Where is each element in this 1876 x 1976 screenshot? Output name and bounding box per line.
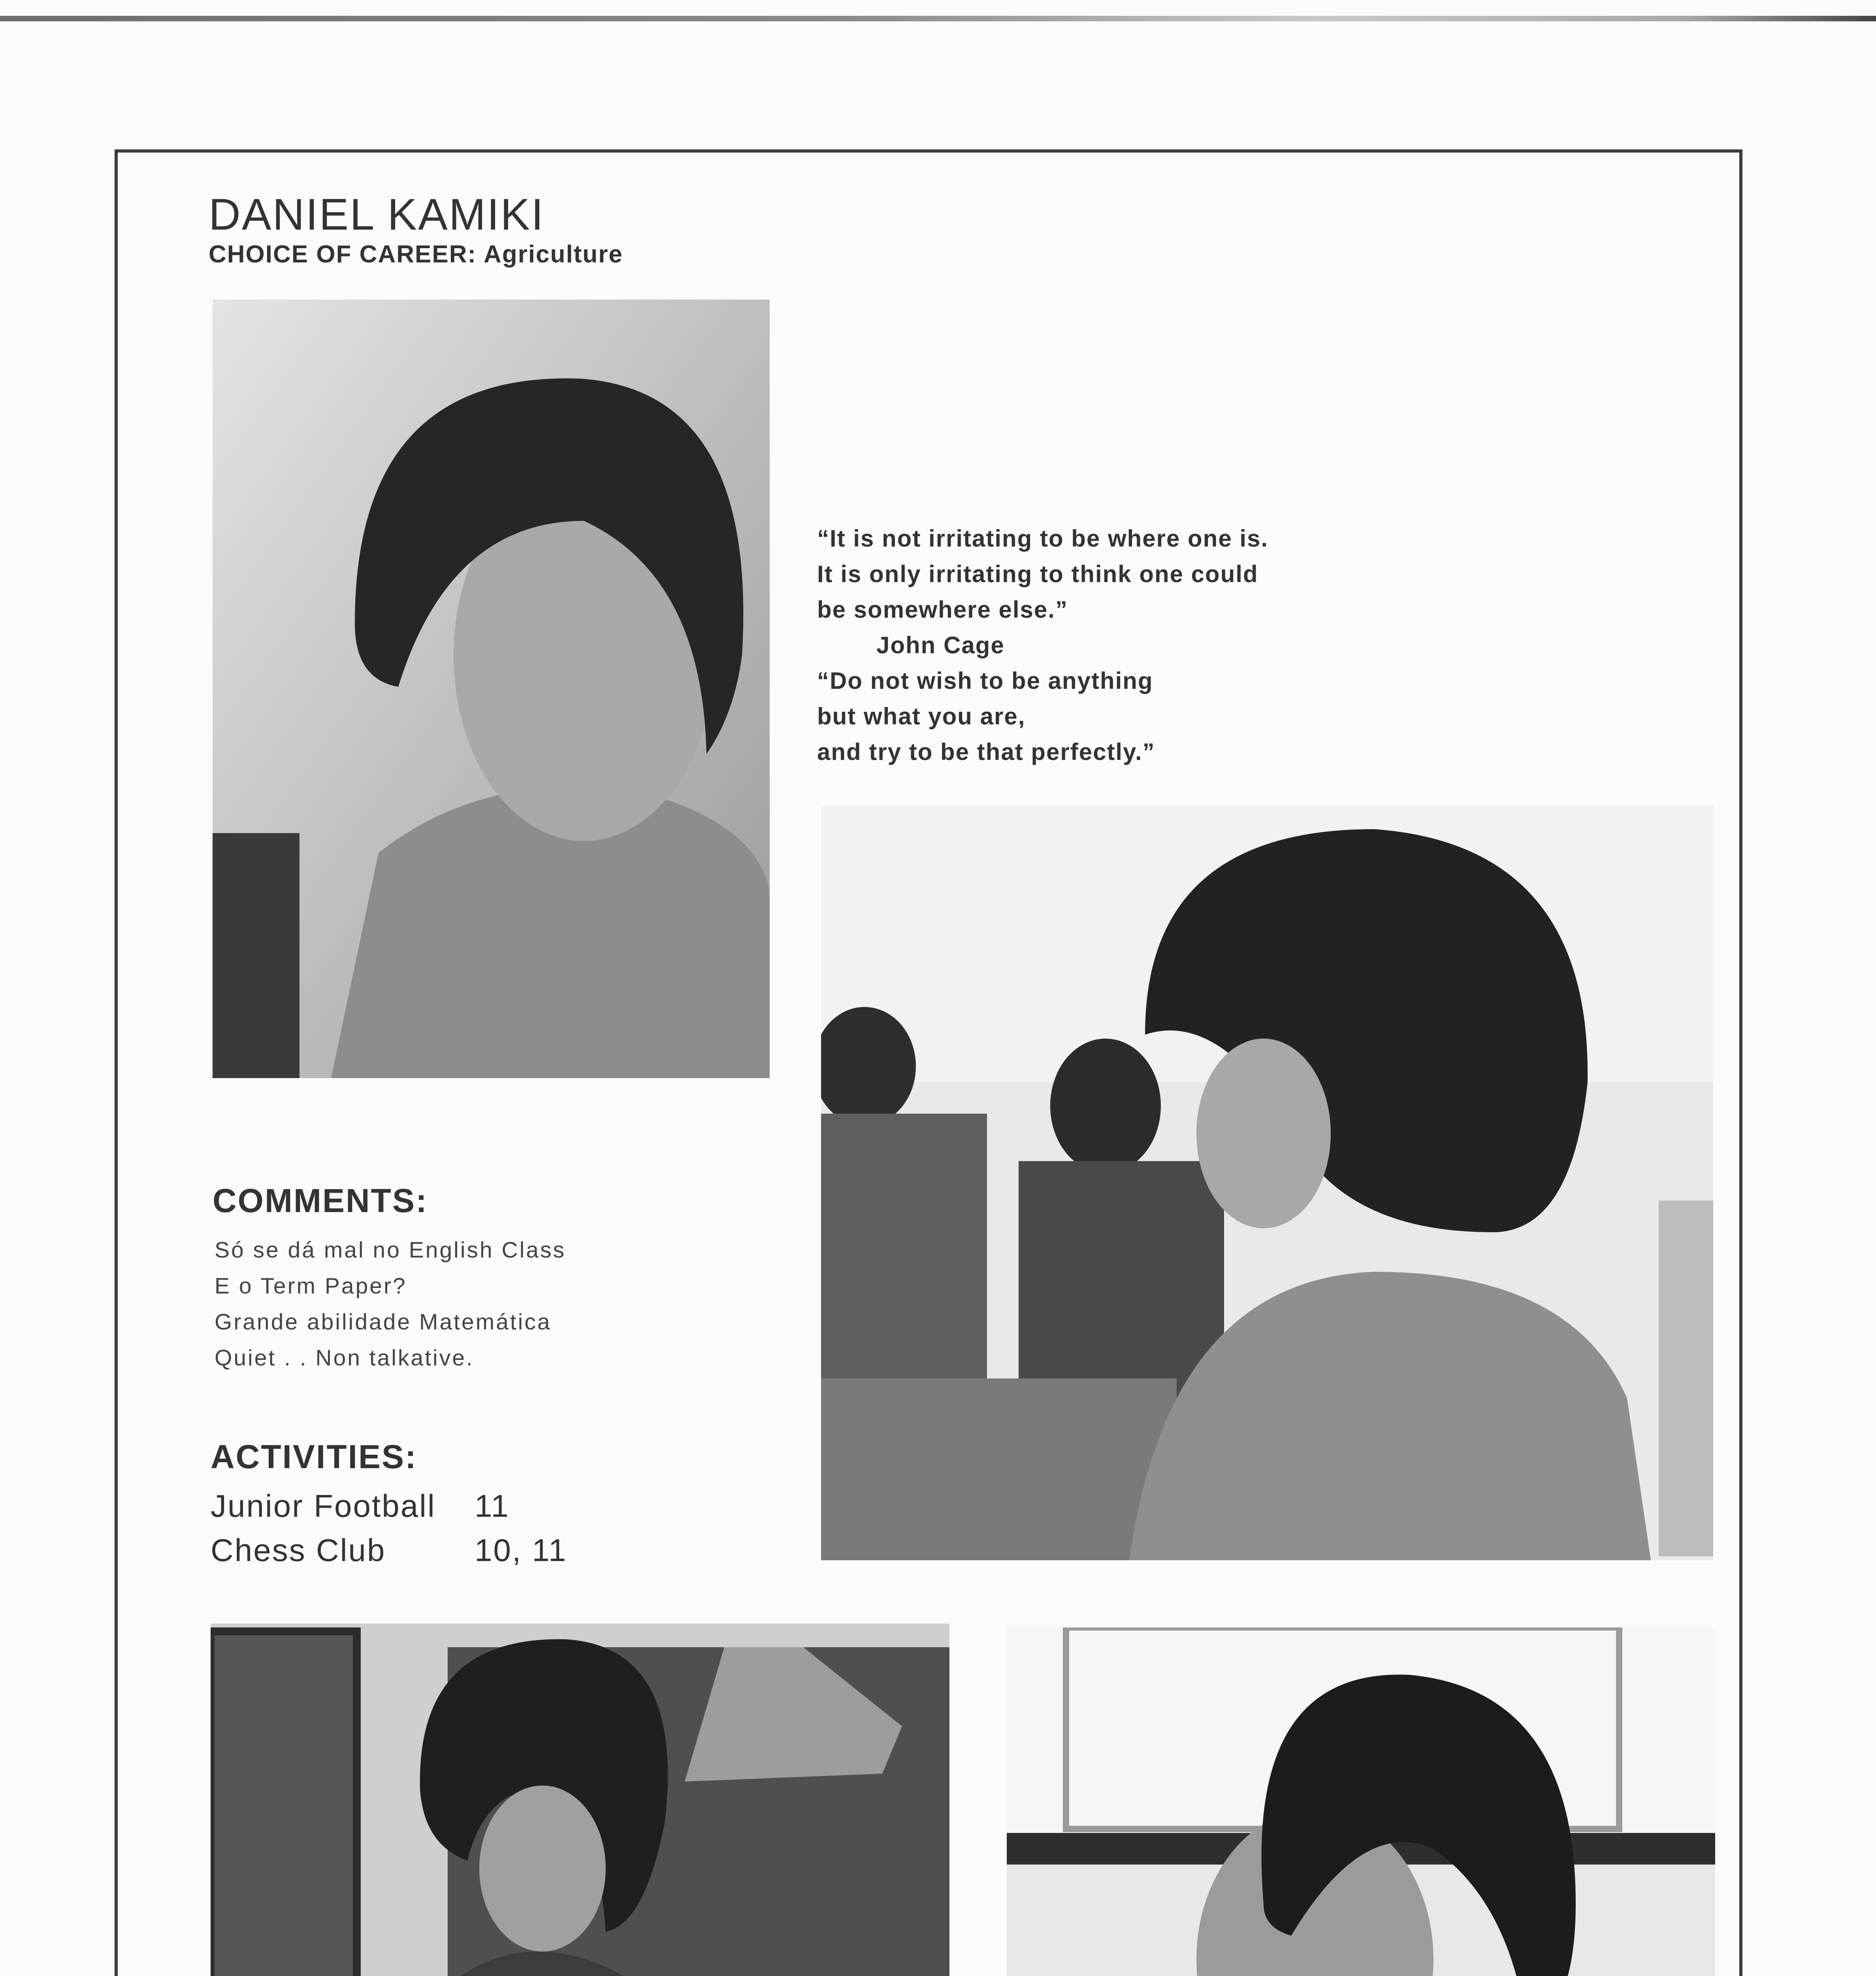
career-value: Agriculture	[484, 241, 623, 268]
quote-line: be somewhere else.”	[817, 596, 1068, 623]
activity-row	[211, 1528, 567, 1573]
portrait-photo	[213, 300, 770, 1078]
quote-block	[817, 521, 1268, 770]
quote-author: John Cage	[876, 632, 1005, 658]
activities-heading: ACTIVITIES:	[211, 1438, 418, 1475]
comments-heading: COMMENTS:	[213, 1182, 428, 1219]
student-name: DANIEL KAMIKI	[209, 190, 545, 239]
desk-photo	[1007, 1627, 1715, 1976]
comment-line: Só se dá mal no English Class	[215, 1237, 566, 1263]
quote-line: “Do not wish to be anything	[817, 667, 1153, 694]
career-label: CHOICE OF CAREER:	[209, 241, 477, 268]
classroom-photo	[821, 805, 1713, 1560]
activity-row	[211, 1484, 567, 1528]
comment-line: Grande abilidade Matemática	[215, 1309, 552, 1335]
activities-list	[211, 1484, 567, 1573]
quote-line: but what you are,	[817, 703, 1026, 730]
comments-list	[215, 1232, 566, 1376]
activity-label: Chess Club	[211, 1533, 386, 1568]
comment-line: E o Term Paper?	[215, 1273, 407, 1299]
top-scan-rule	[0, 16, 1876, 21]
quote-line: It is only irritating to think one could	[817, 561, 1258, 587]
comment-line: Quiet . . Non talkative.	[215, 1345, 474, 1371]
chalkboard-photo	[211, 1623, 949, 1976]
activity-label: Junior Football	[211, 1488, 436, 1523]
quote-line: “It is not irritating to be where one is.	[817, 525, 1269, 552]
activity-years: 10, 11	[475, 1533, 567, 1568]
quote-line: and try to be that perfectly.”	[817, 739, 1155, 765]
career-line	[209, 240, 623, 268]
activity-years: 11	[475, 1488, 510, 1523]
